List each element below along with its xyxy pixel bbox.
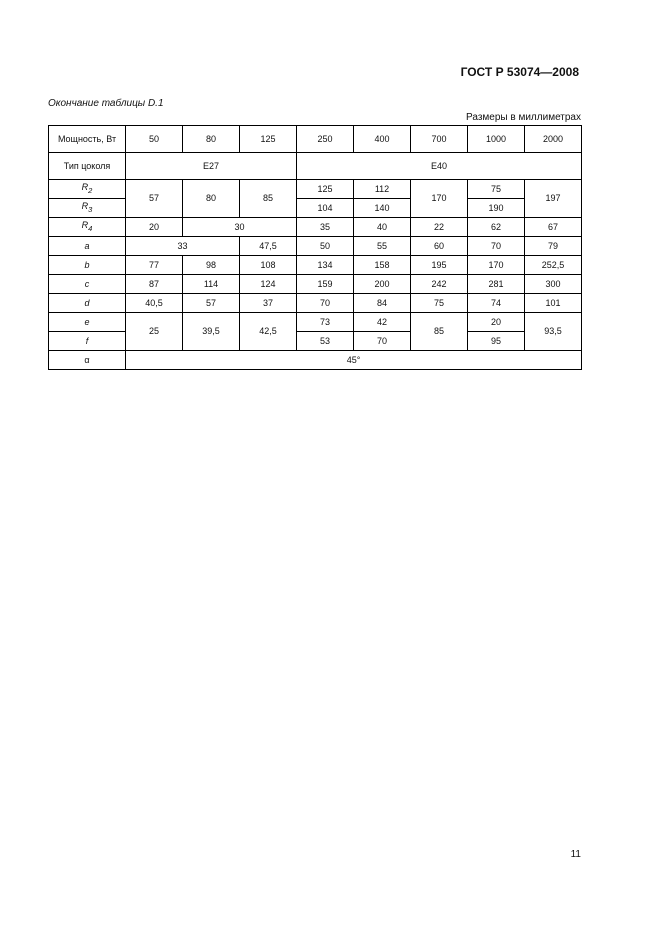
cell: 93,5 [525,313,582,351]
cell: 55 [354,237,411,256]
row-label-e: e [49,313,126,332]
cell: 67 [525,218,582,237]
cell: 134 [297,256,354,275]
cell: 53 [297,332,354,351]
cell: 40,5 [126,294,183,313]
power-value: 50 [126,126,183,153]
cell: 281 [468,275,525,294]
cell: 108 [240,256,297,275]
row-e [49,313,582,332]
power-row [49,126,582,153]
cell: 125 [297,180,354,199]
cell: 84 [354,294,411,313]
page-number: 11 [570,849,581,860]
row-label-r3: $R_3$ [49,199,126,218]
table-caption: Окончание таблицы D.1 [48,98,164,109]
cell: 300 [525,275,582,294]
cell: 124 [240,275,297,294]
cell: 80 [183,180,240,218]
cell: 37 [240,294,297,313]
power-value: 250 [297,126,354,153]
cell: 42,5 [240,313,297,351]
cell: 39,5 [183,313,240,351]
cell: 20 [468,313,525,332]
cell: 95 [468,332,525,351]
row-r2 [49,180,582,199]
cell: 104 [297,199,354,218]
cell: 190 [468,199,525,218]
standard-code: ГОСТ Р 53074—2008 [460,65,579,79]
cell: 75 [468,180,525,199]
row-alpha [49,351,582,370]
cap-row [49,153,582,180]
row-a [49,237,582,256]
cell: 45° [126,351,582,370]
cap-label: Тип цоколя [49,153,126,180]
cell: 200 [354,275,411,294]
cell: 114 [183,275,240,294]
cell: 197 [525,180,582,218]
cell: 112 [354,180,411,199]
row-label-a: a [49,237,126,256]
cell: 98 [183,256,240,275]
cap-e40: E40 [297,153,582,180]
cell: 73 [297,313,354,332]
power-label: Мощность, Вт [49,126,126,153]
cell: 47,5 [240,237,297,256]
cell: 40 [354,218,411,237]
row-label-d: d [49,294,126,313]
row-label-r2: $R_2$ [49,180,126,199]
cell: 30 [183,218,297,237]
cell: 252,5 [525,256,582,275]
row-label-c: c [49,275,126,294]
row-label-r4: $R_4$ [49,218,126,237]
cell: 50 [297,237,354,256]
cell: 87 [126,275,183,294]
row-label-f: f [49,332,126,351]
cell: 22 [411,218,468,237]
row-c [49,275,582,294]
power-value: 2000 [525,126,582,153]
cell: 62 [468,218,525,237]
cell: 77 [126,256,183,275]
cell: 57 [183,294,240,313]
cell: 79 [525,237,582,256]
cell: 70 [468,237,525,256]
cell: 242 [411,275,468,294]
cell: 101 [525,294,582,313]
cell: 195 [411,256,468,275]
power-value: 80 [183,126,240,153]
cell: 70 [354,332,411,351]
cell: 140 [354,199,411,218]
cell: 20 [126,218,183,237]
power-value: 125 [240,126,297,153]
cell: 158 [354,256,411,275]
power-value: 400 [354,126,411,153]
power-value: 1000 [468,126,525,153]
cell: 75 [411,294,468,313]
cell: 35 [297,218,354,237]
row-label-alpha: α [49,351,126,370]
cell: 170 [468,256,525,275]
cell: 33 [126,237,240,256]
cell: 85 [411,313,468,351]
power-value: 700 [411,126,468,153]
cell: 60 [411,237,468,256]
cell: 70 [297,294,354,313]
cap-e27: E27 [126,153,297,180]
cell: 159 [297,275,354,294]
cell: 57 [126,180,183,218]
units-note: Размеры в миллиметрах [466,112,581,123]
row-d [49,294,582,313]
dimensions-table [48,125,582,370]
cell: 85 [240,180,297,218]
row-label-b: b [49,256,126,275]
cell: 74 [468,294,525,313]
row-r4 [49,218,582,237]
row-b [49,256,582,275]
cell: 170 [411,180,468,218]
cell: 25 [126,313,183,351]
cell: 42 [354,313,411,332]
